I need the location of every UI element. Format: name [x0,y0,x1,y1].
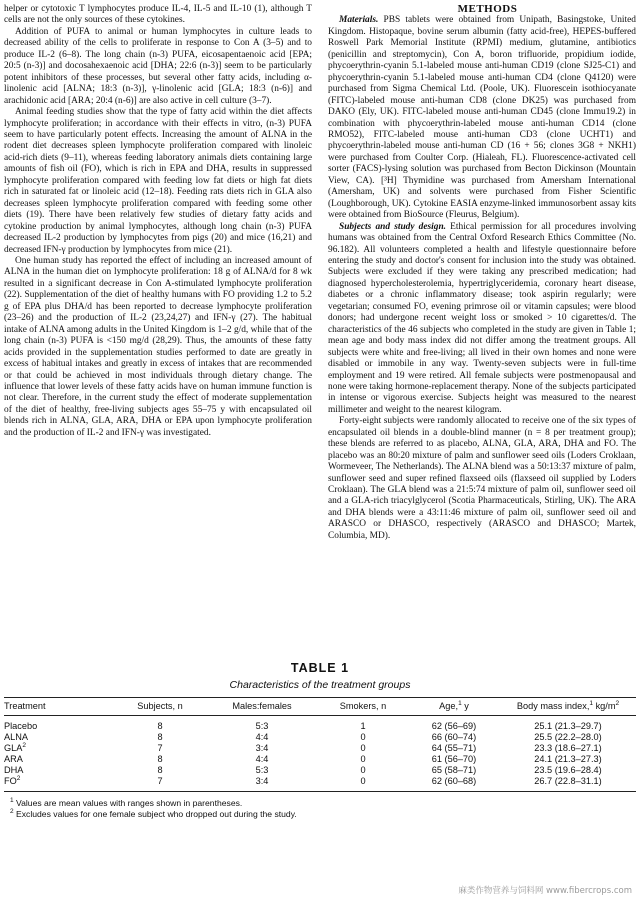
cell-males-females: 5:3 [255,765,269,775]
cell-smokers: 1 [360,721,366,731]
cell-males-females: 5:3 [255,721,269,731]
cell-bmi: 23.3 (18.6–27.1) [534,743,602,753]
paragraph: helper or cytotoxic T lymphocytes produce IL-4, IL-5 and IL-10 (1), although T cells are not the only sources of these cytokines. [4,4,312,26]
characteristics-table [4,697,636,792]
treatment-name: Placebo [4,721,38,731]
footnote-text: Values are mean values with ranges shown in parentheses. [13,798,243,808]
footnote-mark: 1 [458,699,462,707]
cell-age: 62 (56–69) [431,721,477,731]
table-1 [4,661,636,820]
table-caption: Characteristics of the treatment groups [229,679,411,691]
col-header-treatment: Treatment [4,698,114,716]
footnote-mark: 1 [589,699,594,707]
col-header-age [408,698,500,716]
cell-subjects: 7 [157,743,163,753]
footnote-mark: 2 [10,808,14,816]
cell-treatment [4,765,114,776]
paragraph-materials [328,15,636,221]
cell-age: 65 (58–71) [431,765,477,775]
cell-males-females: 4:4 [255,732,269,742]
cell-males-females: 4:4 [255,754,269,764]
run-in-heading-materials: Materials. [339,15,379,26]
footnote [4,798,636,809]
section-heading-methods: METHODS [457,3,518,15]
paragraph: Animal feeding studies show that the type of fatty acid within the diet affects lymphocyte proliferation; in accordance with their effects in vitro, (n-3) PUFA seem to have particularly potent effects. Increasing the amount of ALNA in the rodent diet decreases spleen lymphocyte proliferation compared with linoleic acid-rich diets (9–11), whereas feeding laboratory animals diets containing large amounts of fish oil (FO), which is rich in EPA and DHA, results in suppressed lymphocyte proliferation compared with feeding low fat diets or high fat diets rich in saturated fat or linoleic acid (12–18). Feeding rats diets rich in GLA also decreases spleen lymphocyte proliferation compared with feeding some other diets (19). There have been relatively few studies of dietary fatty acids and cytokine production by animal lymphocytes, although long chain (n-3) PUFA decreased IL-2 production by lymphocytes from pigs (20) and mice (16,21) and decreased IFN-γ production by lymphocytes from mice (21). [4,107,312,255]
table-title: TABLE 1 [290,661,350,675]
col-header-bmi [500,698,636,716]
treatment-name: ALNA [4,732,29,742]
cell-smokers: 0 [360,732,366,742]
cell-subjects: 8 [157,765,163,775]
bmi-unit: kg/m [593,701,616,711]
cell-males-females: 3:4 [255,743,269,753]
watermark: 麻类作物营养与饲料网 www.fibercrops.com [458,886,632,896]
paragraph-text: PBS tablets were obtained from Unipath, Basingstoke, United Kingdom. Histopaque, bovine serum albumin (fatty acid-free), HEPES-buffered Roswell Park Memorial Institute (RPMI) medium, glutamine, antibiotics (penicillin and streptomycin), Con A, boron trifluoride, propidium iodide, phycoerythrin-cyanin 5.1-labeled mouse anti-human CD19 (clone SJ25-C1) and phycoerythrin-cyanin 5.1-labeled mouse anti-human CD4 (clone Q4120) were purchased from Sigma Chemical Ltd. (Poole, UK). Fluorescein isothiocyanate (FITC)-labeled mouse anti-human CD8 (clone DK25) was purchased from DAKO (Ely, UK). FITC-labeled mouse anti-human CD45 (clone Immu19.2) in combination with phycoerythrin-labeled mouse anti-human CD14 (clone RMO52), FITC-labeled mouse anti-human CD3 (clone UCHT1) and phycoerythrin-labeled mouse anti-human CD (16 + 56; clones 3G8 + NKH1) were purchased from Coulter Corp. (Hialeah, FL). Fluorescence-activated cell sorter (FACS)-lysing solution was purchased from Becton Dickinson (Mountain View, CA). [³H] Thymidine was purchased from Amersham International (Amersham, UK) and solvents were purchased from Fisher Scientific (Loughborough, UK). Cytokine EASIA enzyme-linked immunosorbent assay kits were obtained from BioSource (Fleurus, Belgium). [328,15,636,221]
footnote-mark: 1 [10,797,14,805]
col-header-males-females: Males:females [206,698,318,716]
treatment-name: GLA [4,743,23,753]
cell-age: 61 (56–70) [431,754,477,764]
right-column [328,4,636,650]
cell-smokers: 0 [360,743,366,753]
cell-subjects: 7 [114,776,206,792]
table-row [4,765,636,776]
table-row [4,716,636,733]
footnote-mark: 2 [22,741,27,749]
paragraph: One human study has reported the effect of including an increased amount of ALNA in the human diet on lymphocyte proliferation: 18 g of ALNA/d for 8 wk resulted in a significant decrease in Con A-stimulated lymphocyte proliferation (22). Supplementation of the diet of healthy humans with FO providing 1.2 to 5.2 g of EPA plus DHA/d has been reported to decrease lymphocyte proliferation (23–26) and the production of IL-2 (23,24,27) and IFN-γ (27). The habitual intake of ALNA among adults in the United Kingdom is 1–2 g/d, while that of the long chain (n-3) PUFA is <150 mg/d (28,29). Thus, the amounts of these fatty acids provided in the supplementation studies performed to date are greatly in excess of habitual intakes and greatly in excess of intakes that are recommended or that could be achieved in most individuals through dietary change. The influence that lower levels of these fatty acids have on human immune function is not clear. Therefore, in the current study the effect of moderate supplementation of the diet of healthy, free-living subjects ages 55–75 y with encapsulated oil blends rich in ALNA, GLA, ARA, DHA or EPA upon lymphocyte proliferation and the production of IL-2 and IFN-γ was investigated. [4,255,312,438]
age-label: Age, [439,701,459,711]
cell-treatment [4,743,114,754]
cell-age: 62 (60–68) [408,776,500,792]
cell-treatment [4,716,114,733]
col-header-smokers: Smokers, n [318,698,408,716]
treatment-name: FO [4,776,17,786]
cell-smokers: 0 [360,765,366,775]
left-column [4,4,312,650]
run-in-heading-subjects: Subjects and study design. [339,221,447,232]
cell-age: 64 (55–71) [431,743,477,753]
table-row [4,776,636,792]
cell-subjects: 8 [157,754,163,764]
treatment-name: ARA [4,754,23,764]
treatment-name: DHA [4,765,24,775]
unit-superscript: 2 [615,699,620,707]
col-header-subjects: Subjects, n [114,698,206,716]
cell-bmi: 24.1 (21.3–27.3) [534,754,602,764]
footnote-text: Excludes values for one female subject who dropped out during the study. [13,809,297,819]
table-row [4,732,636,743]
article-body [4,4,636,650]
cell-bmi: 25.1 (21.3–29.7) [534,721,602,731]
cell-bmi: 23.5 (19.6–28.4) [534,765,602,775]
cell-smokers: 0 [318,776,408,792]
cell-bmi: 26.7 (22.8–31.1) [500,776,636,792]
cell-smokers: 0 [360,754,366,764]
table-row [4,754,636,765]
cell-treatment [4,754,114,765]
cell-subjects: 8 [157,732,163,742]
cell-treatment [4,776,114,792]
age-unit: y [461,701,469,711]
paragraph-text: Ethical permission for all procedures involving humans was obtained from the Central Oxford Research Ethics Committee (No. 96.182). All volunteers completed a health and lifestyle questionnaire before entering the study and doctor's consent for inclusion into the study was obtained. Subjects were excluded if they were taking any prescribed medication; had diagnosed hypercholesterolemia, hypertriglyceridemia, coronary heart disease, diabetes or a chronic inflammatory disease; took aspirin regularly; were vegetarian; consumed FO, evening primrose oil or vitamin capsules; were blood donors; had undergone recent weight loss or smoked > 10 cigarettes/d. The characteristics of the 46 subjects who completed in the study are given in Table 1; mean age and body mass index did not differ among the treatment groups. All subjects were white and free-living; all lived in their own homes and none were disabled or immobile in any way. Twenty-seven subjects were in full-time employment and 19 were retired. All female subjects were postmenopausal and none were taking hormone-replacement therapy. None of the subjects participated in intense or vigorous exercise. Subjects height was measured to the nearest millimeter and weight to the nearest kilogram. [328,221,637,415]
cell-males-females: 3:4 [206,776,318,792]
paragraph-blends: Forty-eight subjects were randomly allocated to receive one of the six types of encapsulated oil blends in a double-blind manner (n = 8 per treatment group); these blends are referred to as placebo, ALNA, GLA, ARA, DHA and FO. The placebo was an 80:20 mixture of palm and sunflower seed oils (Loders Croklaan, Wormeveer, The Netherlands). The ALNA blend was a 50:13:37 mixture of palm, sunflower seed and super refined flaxseed oils (flaxseed oil supplied by Loders Croklaan). The GLA blend was a 21:5:74 mixture of palm oil, sunflower seed oil and a GLA-rich triacylglycerol (Scotia Pharmaceuticals, Stirling, UK). The ARA and DHA blends were a 43:11:46 mixture of palm oil, sunflower seed oil and ARASCO or DHASCO, respectively (ARASCO and DHASCO; Martek, Columbia, MD). [328,416,636,541]
table-footnotes [4,798,636,820]
footnote [4,809,636,820]
cell-age: 66 (60–74) [431,732,477,742]
paragraph-subjects [328,222,636,417]
footnote-mark: 2 [16,774,21,782]
cell-treatment [4,732,114,743]
paragraph: Addition of PUFA to animal or human lymphocytes in culture leads to decreased ability of the cells to proliferate in response to Con A (3–5) and to produce IL-2 (6–8). The long chain (n-3) PUFA, eicosapentaenoic acid [EPA; 20:5 (n-3)] and docosahexaenoic acid [DHA; 22:6 (n-3)] seem to be particularly potent inhibitors of these processes, but several other fatty acids, including α-linolenic acid [ALNA; 18:3 (n-3)], γ-linolenic acid [GLA; 18:3 (n-6)] and arachidonic acid [ARA; 20:4 (n-6)] are also active in cell culture (3–7). [4,26,312,106]
cell-bmi: 25.5 (22.2–28.0) [534,732,602,742]
bmi-label: Body mass index, [516,701,590,711]
table-header-row [4,698,636,716]
cell-subjects: 8 [157,721,163,731]
table-row [4,743,636,754]
